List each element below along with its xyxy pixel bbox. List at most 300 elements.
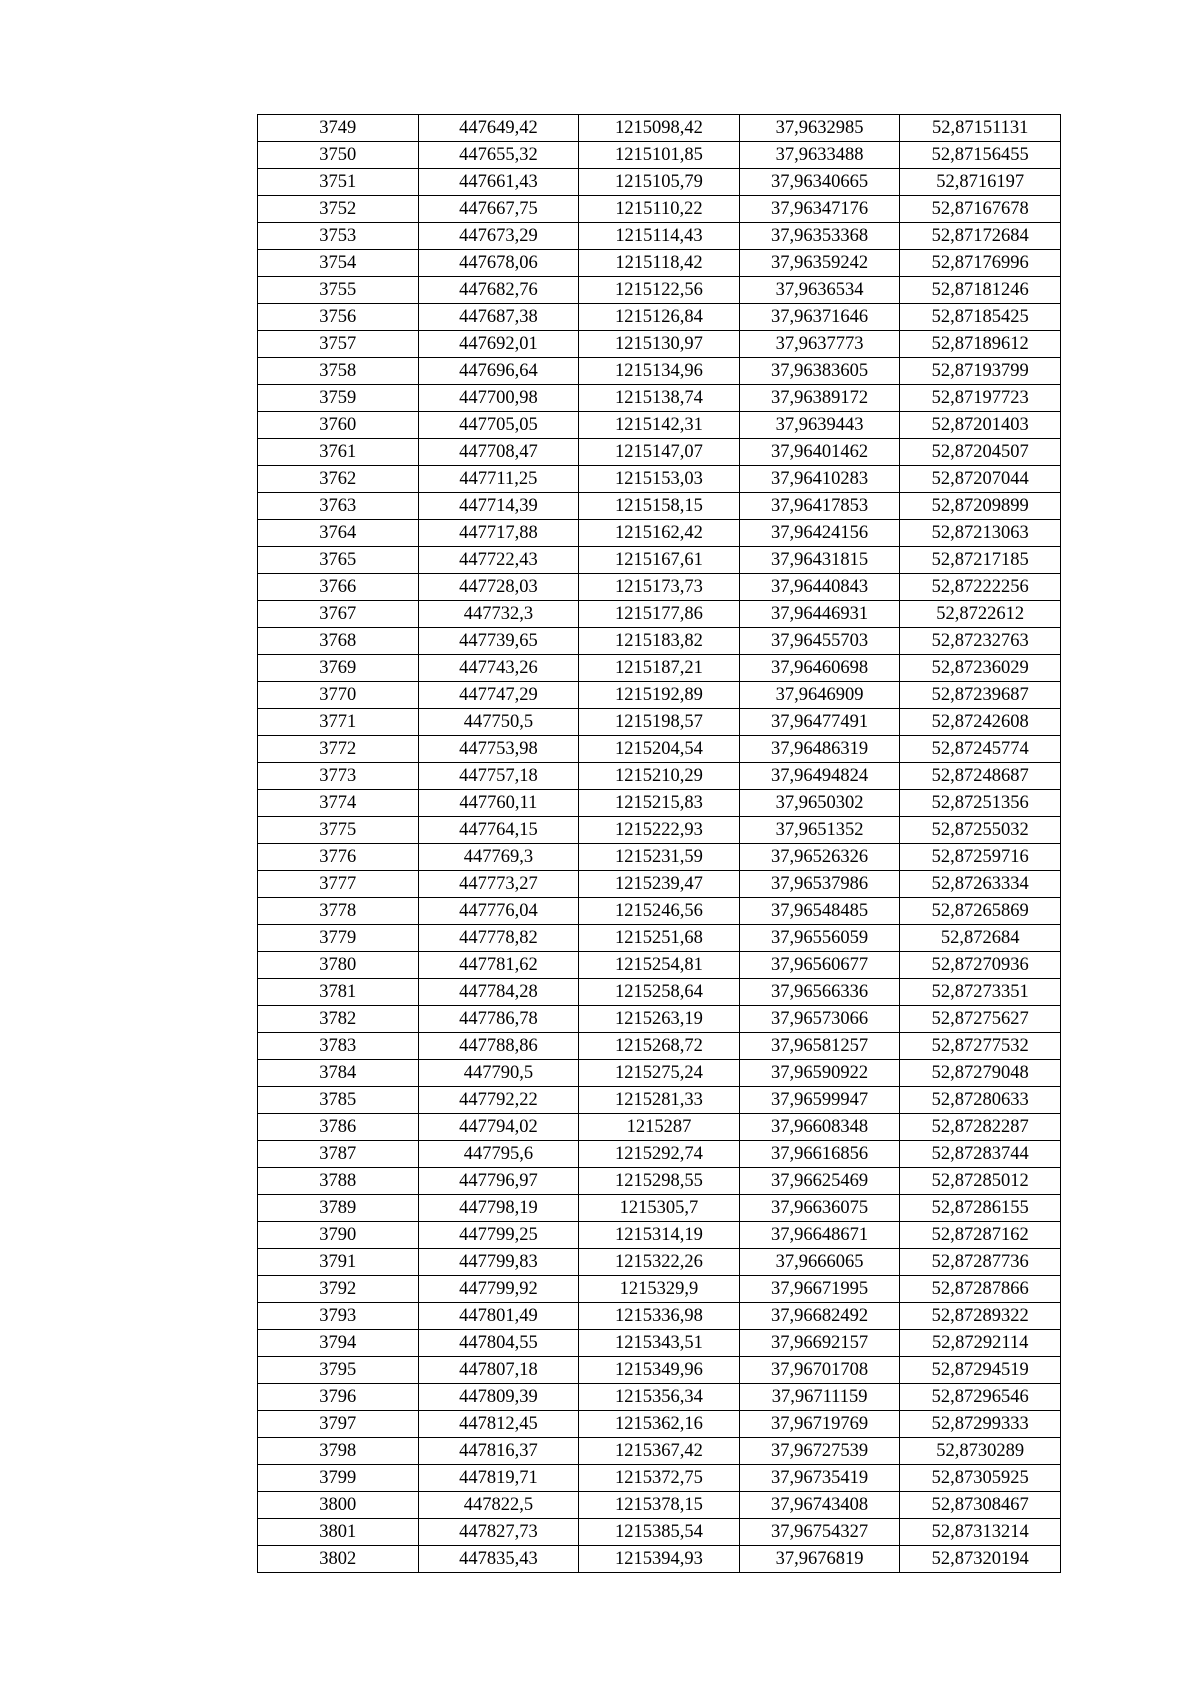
longitude-cell: 37,96460698: [739, 655, 900, 682]
x-coordinate-cell: 447799,92: [418, 1276, 579, 1303]
y-coordinate-cell: 1215356,34: [579, 1384, 740, 1411]
table-row: [258, 952, 1061, 979]
y-coordinate-cell: 1215098,42: [579, 115, 740, 142]
table-row: [258, 1060, 1061, 1087]
point-number-cell: 3774: [258, 790, 419, 817]
longitude-cell: 37,96608348: [739, 1114, 900, 1141]
point-number-cell: 3762: [258, 466, 419, 493]
point-number-cell: 3777: [258, 871, 419, 898]
x-coordinate-cell: 447732,3: [418, 601, 579, 628]
longitude-cell: 37,96353368: [739, 223, 900, 250]
longitude-cell: 37,9633488: [739, 142, 900, 169]
table-row: [258, 925, 1061, 952]
y-coordinate-cell: 1215292,74: [579, 1141, 740, 1168]
x-coordinate-cell: 447784,28: [418, 979, 579, 1006]
x-coordinate-cell: 447692,01: [418, 331, 579, 358]
latitude-cell: 52,87285012: [900, 1168, 1061, 1195]
y-coordinate-cell: 1215367,42: [579, 1438, 740, 1465]
x-coordinate-cell: 447792,22: [418, 1087, 579, 1114]
x-coordinate-cell: 447819,71: [418, 1465, 579, 1492]
table-row: [258, 1087, 1061, 1114]
x-coordinate-cell: 447661,43: [418, 169, 579, 196]
y-coordinate-cell: 1215343,51: [579, 1330, 740, 1357]
y-coordinate-cell: 1215322,26: [579, 1249, 740, 1276]
longitude-cell: 37,9636534: [739, 277, 900, 304]
point-number-cell: 3790: [258, 1222, 419, 1249]
x-coordinate-cell: 447687,38: [418, 304, 579, 331]
point-number-cell: 3780: [258, 952, 419, 979]
y-coordinate-cell: 1215198,57: [579, 709, 740, 736]
y-coordinate-cell: 1215362,16: [579, 1411, 740, 1438]
latitude-cell: 52,87263334: [900, 871, 1061, 898]
point-number-cell: 3751: [258, 169, 419, 196]
table-row: [258, 1006, 1061, 1033]
longitude-cell: 37,96701708: [739, 1357, 900, 1384]
y-coordinate-cell: 1215173,73: [579, 574, 740, 601]
longitude-cell: 37,9651352: [739, 817, 900, 844]
point-number-cell: 3764: [258, 520, 419, 547]
latitude-cell: 52,87308467: [900, 1492, 1061, 1519]
latitude-cell: 52,87255032: [900, 817, 1061, 844]
latitude-cell: 52,87242608: [900, 709, 1061, 736]
table-row: [258, 898, 1061, 925]
longitude-cell: 37,96692157: [739, 1330, 900, 1357]
point-number-cell: 3760: [258, 412, 419, 439]
y-coordinate-cell: 1215138,74: [579, 385, 740, 412]
x-coordinate-cell: 447760,11: [418, 790, 579, 817]
table-row: [258, 1168, 1061, 1195]
x-coordinate-cell: 447816,37: [418, 1438, 579, 1465]
point-number-cell: 3796: [258, 1384, 419, 1411]
longitude-cell: 37,96556059: [739, 925, 900, 952]
table-row: [258, 790, 1061, 817]
table-row: [258, 1492, 1061, 1519]
latitude-cell: 52,8722612: [900, 601, 1061, 628]
x-coordinate-cell: 447801,49: [418, 1303, 579, 1330]
table-row: [258, 979, 1061, 1006]
x-coordinate-cell: 447790,5: [418, 1060, 579, 1087]
point-number-cell: 3787: [258, 1141, 419, 1168]
x-coordinate-cell: 447794,02: [418, 1114, 579, 1141]
longitude-cell: 37,96560677: [739, 952, 900, 979]
longitude-cell: 37,96743408: [739, 1492, 900, 1519]
point-number-cell: 3785: [258, 1087, 419, 1114]
x-coordinate-cell: 447807,18: [418, 1357, 579, 1384]
point-number-cell: 3754: [258, 250, 419, 277]
point-number-cell: 3776: [258, 844, 419, 871]
y-coordinate-cell: 1215222,93: [579, 817, 740, 844]
x-coordinate-cell: 447799,25: [418, 1222, 579, 1249]
latitude-cell: 52,87217185: [900, 547, 1061, 574]
latitude-cell: 52,87280633: [900, 1087, 1061, 1114]
longitude-cell: 37,9650302: [739, 790, 900, 817]
x-coordinate-cell: 447812,45: [418, 1411, 579, 1438]
point-number-cell: 3799: [258, 1465, 419, 1492]
y-coordinate-cell: 1215130,97: [579, 331, 740, 358]
x-coordinate-cell: 447835,43: [418, 1546, 579, 1573]
y-coordinate-cell: 1215126,84: [579, 304, 740, 331]
y-coordinate-cell: 1215314,19: [579, 1222, 740, 1249]
longitude-cell: 37,96371646: [739, 304, 900, 331]
x-coordinate-cell: 447781,62: [418, 952, 579, 979]
latitude-cell: 52,87251356: [900, 790, 1061, 817]
x-coordinate-cell: 447722,43: [418, 547, 579, 574]
point-number-cell: 3756: [258, 304, 419, 331]
longitude-cell: 37,96537986: [739, 871, 900, 898]
table-row: [258, 1465, 1061, 1492]
y-coordinate-cell: 1215287: [579, 1114, 740, 1141]
point-number-cell: 3768: [258, 628, 419, 655]
y-coordinate-cell: 1215122,56: [579, 277, 740, 304]
table-row: [258, 682, 1061, 709]
longitude-cell: 37,96383605: [739, 358, 900, 385]
longitude-cell: 37,96719769: [739, 1411, 900, 1438]
table-row: [258, 1276, 1061, 1303]
x-coordinate-cell: 447795,6: [418, 1141, 579, 1168]
latitude-cell: 52,87245774: [900, 736, 1061, 763]
longitude-cell: 37,9676819: [739, 1546, 900, 1573]
y-coordinate-cell: 1215162,42: [579, 520, 740, 547]
y-coordinate-cell: 1215187,21: [579, 655, 740, 682]
latitude-cell: 52,87181246: [900, 277, 1061, 304]
point-number-cell: 3772: [258, 736, 419, 763]
x-coordinate-cell: 447747,29: [418, 682, 579, 709]
x-coordinate-cell: 447714,39: [418, 493, 579, 520]
y-coordinate-cell: 1215258,64: [579, 979, 740, 1006]
latitude-cell: 52,87294519: [900, 1357, 1061, 1384]
y-coordinate-cell: 1215153,03: [579, 466, 740, 493]
longitude-cell: 37,9666065: [739, 1249, 900, 1276]
latitude-cell: 52,87305925: [900, 1465, 1061, 1492]
longitude-cell: 37,96590922: [739, 1060, 900, 1087]
table-row: [258, 1303, 1061, 1330]
y-coordinate-cell: 1215246,56: [579, 898, 740, 925]
x-coordinate-cell: 447739,65: [418, 628, 579, 655]
latitude-cell: 52,87259716: [900, 844, 1061, 871]
longitude-cell: 37,96477491: [739, 709, 900, 736]
latitude-cell: 52,87286155: [900, 1195, 1061, 1222]
x-coordinate-cell: 447764,15: [418, 817, 579, 844]
longitude-cell: 37,96486319: [739, 736, 900, 763]
longitude-cell: 37,9646909: [739, 682, 900, 709]
longitude-cell: 37,96682492: [739, 1303, 900, 1330]
table-row: [258, 358, 1061, 385]
point-number-cell: 3758: [258, 358, 419, 385]
table-row: [258, 1141, 1061, 1168]
table-row: [258, 844, 1061, 871]
x-coordinate-cell: 447673,29: [418, 223, 579, 250]
latitude-cell: 52,87193799: [900, 358, 1061, 385]
y-coordinate-cell: 1215134,96: [579, 358, 740, 385]
table-row: [258, 871, 1061, 898]
y-coordinate-cell: 1215101,85: [579, 142, 740, 169]
table-row: [258, 169, 1061, 196]
table-row: [258, 223, 1061, 250]
table-row: [258, 709, 1061, 736]
point-number-cell: 3771: [258, 709, 419, 736]
latitude-cell: 52,87151131: [900, 115, 1061, 142]
point-number-cell: 3778: [258, 898, 419, 925]
latitude-cell: 52,87189612: [900, 331, 1061, 358]
y-coordinate-cell: 1215275,24: [579, 1060, 740, 1087]
longitude-cell: 37,96431815: [739, 547, 900, 574]
point-number-cell: 3766: [258, 574, 419, 601]
point-number-cell: 3797: [258, 1411, 419, 1438]
latitude-cell: 52,87209899: [900, 493, 1061, 520]
y-coordinate-cell: 1215263,19: [579, 1006, 740, 1033]
latitude-cell: 52,87275627: [900, 1006, 1061, 1033]
latitude-cell: 52,87296546: [900, 1384, 1061, 1411]
longitude-cell: 37,96566336: [739, 979, 900, 1006]
point-number-cell: 3749: [258, 115, 419, 142]
point-number-cell: 3779: [258, 925, 419, 952]
point-number-cell: 3757: [258, 331, 419, 358]
point-number-cell: 3794: [258, 1330, 419, 1357]
latitude-cell: 52,87236029: [900, 655, 1061, 682]
table-row: [258, 250, 1061, 277]
y-coordinate-cell: 1215378,15: [579, 1492, 740, 1519]
x-coordinate-cell: 447827,73: [418, 1519, 579, 1546]
y-coordinate-cell: 1215142,31: [579, 412, 740, 439]
latitude-cell: 52,87289322: [900, 1303, 1061, 1330]
y-coordinate-cell: 1215158,15: [579, 493, 740, 520]
point-number-cell: 3775: [258, 817, 419, 844]
table-row: [258, 736, 1061, 763]
table-row: [258, 763, 1061, 790]
y-coordinate-cell: 1215336,98: [579, 1303, 740, 1330]
y-coordinate-cell: 1215254,81: [579, 952, 740, 979]
point-number-cell: 3798: [258, 1438, 419, 1465]
point-number-cell: 3753: [258, 223, 419, 250]
point-number-cell: 3773: [258, 763, 419, 790]
latitude-cell: 52,87279048: [900, 1060, 1061, 1087]
point-number-cell: 3752: [258, 196, 419, 223]
latitude-cell: 52,87270936: [900, 952, 1061, 979]
point-number-cell: 3763: [258, 493, 419, 520]
point-number-cell: 3802: [258, 1546, 419, 1573]
longitude-cell: 37,96616856: [739, 1141, 900, 1168]
point-number-cell: 3791: [258, 1249, 419, 1276]
x-coordinate-cell: 447655,32: [418, 142, 579, 169]
longitude-cell: 37,96417853: [739, 493, 900, 520]
longitude-cell: 37,9639443: [739, 412, 900, 439]
point-number-cell: 3795: [258, 1357, 419, 1384]
x-coordinate-cell: 447649,42: [418, 115, 579, 142]
longitude-cell: 37,96548485: [739, 898, 900, 925]
latitude-cell: 52,87201403: [900, 412, 1061, 439]
table-row: [258, 1411, 1061, 1438]
x-coordinate-cell: 447696,64: [418, 358, 579, 385]
latitude-cell: 52,87204507: [900, 439, 1061, 466]
longitude-cell: 37,96573066: [739, 1006, 900, 1033]
x-coordinate-cell: 447708,47: [418, 439, 579, 466]
y-coordinate-cell: 1215204,54: [579, 736, 740, 763]
y-coordinate-cell: 1215231,59: [579, 844, 740, 871]
y-coordinate-cell: 1215147,07: [579, 439, 740, 466]
point-number-cell: 3770: [258, 682, 419, 709]
x-coordinate-cell: 447757,18: [418, 763, 579, 790]
latitude-cell: 52,8730289: [900, 1438, 1061, 1465]
x-coordinate-cell: 447798,19: [418, 1195, 579, 1222]
table-row: [258, 574, 1061, 601]
table-row: [258, 520, 1061, 547]
latitude-cell: 52,8716197: [900, 169, 1061, 196]
table-row: [258, 1249, 1061, 1276]
table-row: [258, 628, 1061, 655]
x-coordinate-cell: 447700,98: [418, 385, 579, 412]
point-number-cell: 3793: [258, 1303, 419, 1330]
latitude-cell: 52,87176996: [900, 250, 1061, 277]
x-coordinate-cell: 447773,27: [418, 871, 579, 898]
table-row: [258, 601, 1061, 628]
y-coordinate-cell: 1215349,96: [579, 1357, 740, 1384]
latitude-cell: 52,87287736: [900, 1249, 1061, 1276]
x-coordinate-cell: 447750,5: [418, 709, 579, 736]
longitude-cell: 37,96671995: [739, 1276, 900, 1303]
longitude-cell: 37,96340665: [739, 169, 900, 196]
y-coordinate-cell: 1215105,79: [579, 169, 740, 196]
point-number-cell: 3759: [258, 385, 419, 412]
y-coordinate-cell: 1215215,83: [579, 790, 740, 817]
coordinates-table-body: [258, 115, 1061, 1573]
table-row: [258, 196, 1061, 223]
x-coordinate-cell: 447776,04: [418, 898, 579, 925]
y-coordinate-cell: 1215192,89: [579, 682, 740, 709]
table-row: [258, 412, 1061, 439]
point-number-cell: 3755: [258, 277, 419, 304]
x-coordinate-cell: 447796,97: [418, 1168, 579, 1195]
latitude-cell: 52,87213063: [900, 520, 1061, 547]
point-number-cell: 3788: [258, 1168, 419, 1195]
point-number-cell: 3750: [258, 142, 419, 169]
table-row: [258, 655, 1061, 682]
x-coordinate-cell: 447705,05: [418, 412, 579, 439]
table-row: [258, 115, 1061, 142]
y-coordinate-cell: 1215183,82: [579, 628, 740, 655]
table-row: [258, 1384, 1061, 1411]
y-coordinate-cell: 1215298,55: [579, 1168, 740, 1195]
longitude-cell: 37,96648671: [739, 1222, 900, 1249]
latitude-cell: 52,87156455: [900, 142, 1061, 169]
latitude-cell: 52,87292114: [900, 1330, 1061, 1357]
latitude-cell: 52,87248687: [900, 763, 1061, 790]
longitude-cell: 37,96455703: [739, 628, 900, 655]
longitude-cell: 37,96440843: [739, 574, 900, 601]
longitude-cell: 37,96526326: [739, 844, 900, 871]
x-coordinate-cell: 447678,06: [418, 250, 579, 277]
y-coordinate-cell: 1215177,86: [579, 601, 740, 628]
table-row: [258, 304, 1061, 331]
longitude-cell: 37,96599947: [739, 1087, 900, 1114]
table-row: [258, 1330, 1061, 1357]
longitude-cell: 37,96727539: [739, 1438, 900, 1465]
x-coordinate-cell: 447769,3: [418, 844, 579, 871]
y-coordinate-cell: 1215118,42: [579, 250, 740, 277]
x-coordinate-cell: 447778,82: [418, 925, 579, 952]
point-number-cell: 3769: [258, 655, 419, 682]
x-coordinate-cell: 447788,86: [418, 1033, 579, 1060]
longitude-cell: 37,96625469: [739, 1168, 900, 1195]
longitude-cell: 37,9637773: [739, 331, 900, 358]
y-coordinate-cell: 1215281,33: [579, 1087, 740, 1114]
table-row: [258, 277, 1061, 304]
point-number-cell: 3767: [258, 601, 419, 628]
latitude-cell: 52,87282287: [900, 1114, 1061, 1141]
table-row: [258, 439, 1061, 466]
table-row: [258, 142, 1061, 169]
x-coordinate-cell: 447799,83: [418, 1249, 579, 1276]
table-row: [258, 1114, 1061, 1141]
latitude-cell: 52,87185425: [900, 304, 1061, 331]
coordinates-table: [257, 114, 1061, 1573]
longitude-cell: 37,96711159: [739, 1384, 900, 1411]
longitude-cell: 37,9632985: [739, 115, 900, 142]
latitude-cell: 52,87320194: [900, 1546, 1061, 1573]
y-coordinate-cell: 1215268,72: [579, 1033, 740, 1060]
longitude-cell: 37,96754327: [739, 1519, 900, 1546]
latitude-cell: 52,87313214: [900, 1519, 1061, 1546]
point-number-cell: 3800: [258, 1492, 419, 1519]
table-row: [258, 1033, 1061, 1060]
x-coordinate-cell: 447804,55: [418, 1330, 579, 1357]
y-coordinate-cell: 1215239,47: [579, 871, 740, 898]
x-coordinate-cell: 447728,03: [418, 574, 579, 601]
table-row: [258, 385, 1061, 412]
latitude-cell: 52,87172684: [900, 223, 1061, 250]
y-coordinate-cell: 1215114,43: [579, 223, 740, 250]
table-row: [258, 817, 1061, 844]
x-coordinate-cell: 447786,78: [418, 1006, 579, 1033]
table-row: [258, 1546, 1061, 1573]
latitude-cell: 52,872684: [900, 925, 1061, 952]
table-row: [258, 1222, 1061, 1249]
latitude-cell: 52,87197723: [900, 385, 1061, 412]
latitude-cell: 52,87232763: [900, 628, 1061, 655]
point-number-cell: 3801: [258, 1519, 419, 1546]
longitude-cell: 37,96636075: [739, 1195, 900, 1222]
x-coordinate-cell: 447809,39: [418, 1384, 579, 1411]
y-coordinate-cell: 1215394,93: [579, 1546, 740, 1573]
x-coordinate-cell: 447717,88: [418, 520, 579, 547]
longitude-cell: 37,96401462: [739, 439, 900, 466]
x-coordinate-cell: 447743,26: [418, 655, 579, 682]
table-row: [258, 1519, 1061, 1546]
table-row: [258, 1357, 1061, 1384]
latitude-cell: 52,87167678: [900, 196, 1061, 223]
point-number-cell: 3783: [258, 1033, 419, 1060]
table-row: [258, 466, 1061, 493]
x-coordinate-cell: 447822,5: [418, 1492, 579, 1519]
point-number-cell: 3792: [258, 1276, 419, 1303]
longitude-cell: 37,96494824: [739, 763, 900, 790]
y-coordinate-cell: 1215251,68: [579, 925, 740, 952]
longitude-cell: 37,96581257: [739, 1033, 900, 1060]
point-number-cell: 3784: [258, 1060, 419, 1087]
latitude-cell: 52,87273351: [900, 979, 1061, 1006]
y-coordinate-cell: 1215385,54: [579, 1519, 740, 1546]
longitude-cell: 37,96735419: [739, 1465, 900, 1492]
latitude-cell: 52,87207044: [900, 466, 1061, 493]
longitude-cell: 37,96347176: [739, 196, 900, 223]
y-coordinate-cell: 1215210,29: [579, 763, 740, 790]
latitude-cell: 52,87287866: [900, 1276, 1061, 1303]
latitude-cell: 52,87287162: [900, 1222, 1061, 1249]
x-coordinate-cell: 447667,75: [418, 196, 579, 223]
longitude-cell: 37,96389172: [739, 385, 900, 412]
x-coordinate-cell: 447682,76: [418, 277, 579, 304]
y-coordinate-cell: 1215110,22: [579, 196, 740, 223]
longitude-cell: 37,96410283: [739, 466, 900, 493]
